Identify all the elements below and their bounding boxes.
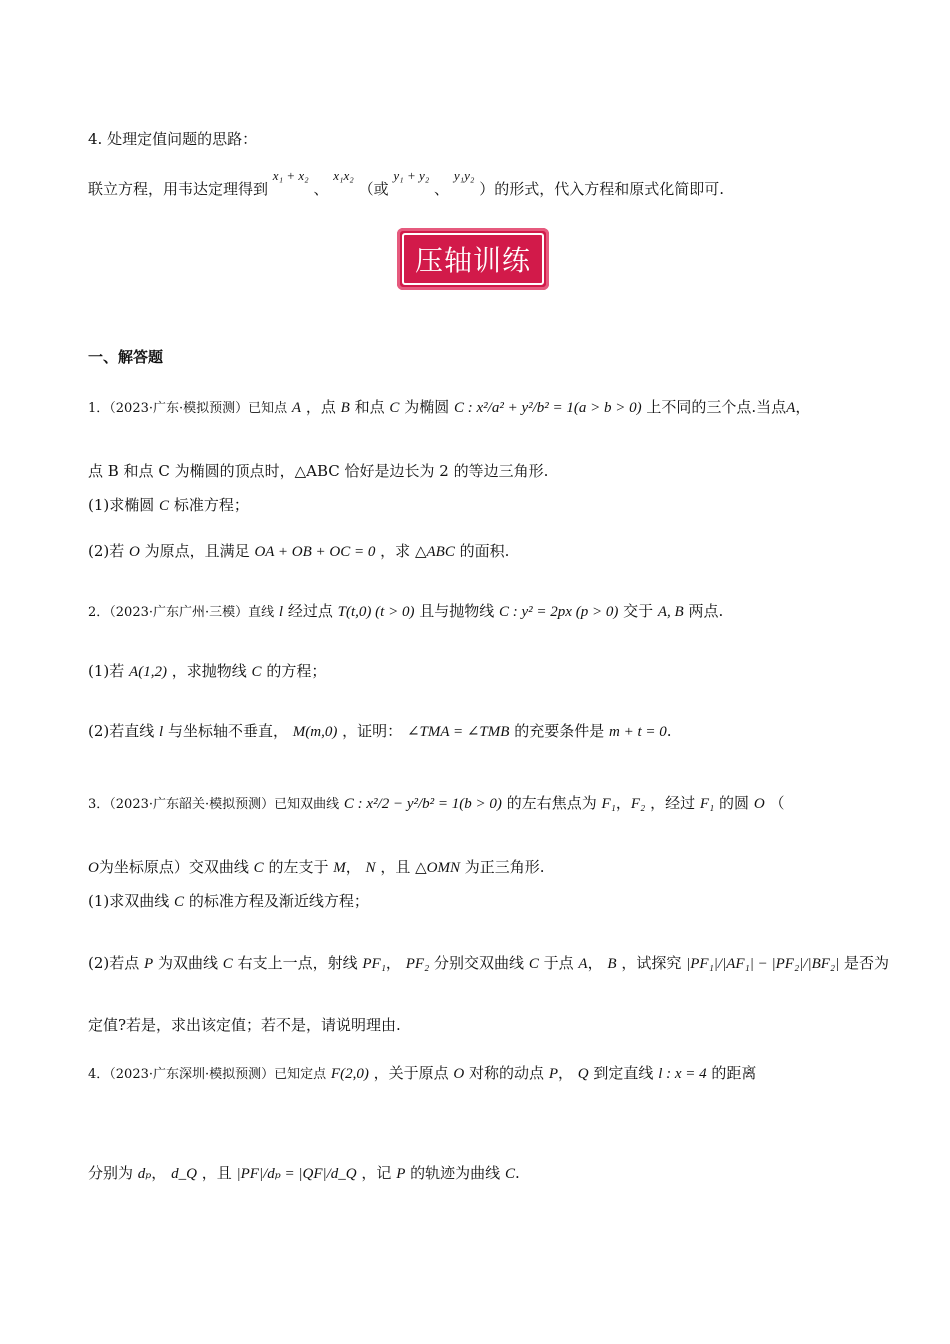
vector-sum: OA + OB + OC = 0 <box>254 544 376 560</box>
problem-4-line-1: 4．（2023·广东深圳·模拟预测）已知定点 F(2,0) ，关于原点 O 对称的动点 P， Q 到定直线 l : x = 4 的距离 <box>88 1064 757 1082</box>
expr-y-prod: y₁y₂ <box>453 168 475 183</box>
problem-3-line-1: 3．（2023·广东韶关·模拟预测）已知双曲线 C : x²/2 − y²/b² = 1(b > 0) 的左右焦点为 F₁，F₂ ，经过 F₁ 的圆 O （ <box>88 794 785 812</box>
banner-label: 压轴训练 <box>402 233 544 285</box>
expr-y-sum: y₁ + y₂ <box>393 168 430 183</box>
ellipse-equation: C : x²/a² + y²/b² = 1(a > b > 0) <box>454 400 642 416</box>
point-t: T(t,0) (t > 0) <box>337 604 415 620</box>
expr-x-sum: x₁ + x₂ <box>272 168 309 183</box>
problem-1-q1: (1)求椭圆 C 标准方程； <box>88 496 249 514</box>
problem-2-q1: (1)若 A(1,2) ，求抛物线 C 的方程； <box>88 662 327 680</box>
section-title: 一、解答题 <box>88 348 164 366</box>
distance-ratio: |PF|/dₚ = |QF|/d_Q <box>236 1166 357 1182</box>
problem-3-line-2: O为坐标原点）交双曲线 C 的左支于 M， N ，且 △OMN 为正三角形. <box>88 858 545 876</box>
ratio-expression: |PF₁|/|AF₁| − |PF₂|/|BF₂| <box>686 956 840 972</box>
expr-x-prod: x₁x₂ <box>333 168 354 183</box>
parabola-equation: C : y² = 2px (p > 0) <box>499 604 619 620</box>
problem-1-line-1: 1．（2023·广东·模拟预测）已知点 A ，点 B 和点 C 为椭圆 C : x²/a² + y²/b² = 1(a > b > 0) 上不同的三个点.当点A， <box>88 398 811 416</box>
problem-1-line-2: 点 B 和点 C 为椭圆的顶点时，△ABC 恰好是边长为 2 的等边三角形. <box>88 462 549 480</box>
problem-2-q2: (2)若直线 l 与坐标轴不垂直， M(m,0) ，证明： ∠TMA = ∠TMB 的充要条件是 m + t = 0. <box>88 722 672 740</box>
hyperbola-equation: C : x²/2 − y²/b² = 1(b > 0) <box>343 796 502 812</box>
problem-2-line-1: 2．（2023·广东广州·三模）直线 l 经过点 T(t,0) (t > 0) 且与抛物线 C : y² = 2px (p > 0) 交于 A, B 两点. <box>88 602 724 620</box>
tip-heading: 4. 处理定值问题的思路： <box>88 130 258 148</box>
problem-3-line-end: 定值?若是，求出该定值；若不是，请说明理由. <box>88 1016 401 1034</box>
section-banner <box>397 228 549 290</box>
problem-3-q1: (1)求双曲线 C 的标准方程及渐近线方程； <box>88 892 369 910</box>
problem-4-line-2: 分别为 dₚ， d_Q ，且 |PF|/dₚ = |QF|/d_Q ，记 P 的轨迹为曲线 C. <box>88 1164 520 1182</box>
problem-1-q2: (2)若 O 为原点，且满足 OA + OB + OC = 0 ，求 △ABC 的面积. <box>88 542 510 560</box>
tip-line: 联立方程，用韦达定理得到 x₁ + x₂ 、 x₁x₂ （或 y₁ + y₂ 、 y₁y₂ ）的形式，代入方程和原式化简即可. <box>88 178 862 201</box>
problem-3-q2: (2)若点 P 为双曲线 C 右支上一点，射线 PF₁， PF₂ 分别交双曲线 C 于点 A， B ，试探究 |PF₁|/|AF₁| − |PF₂|/|BF₂| 是否为 <box>88 954 890 972</box>
